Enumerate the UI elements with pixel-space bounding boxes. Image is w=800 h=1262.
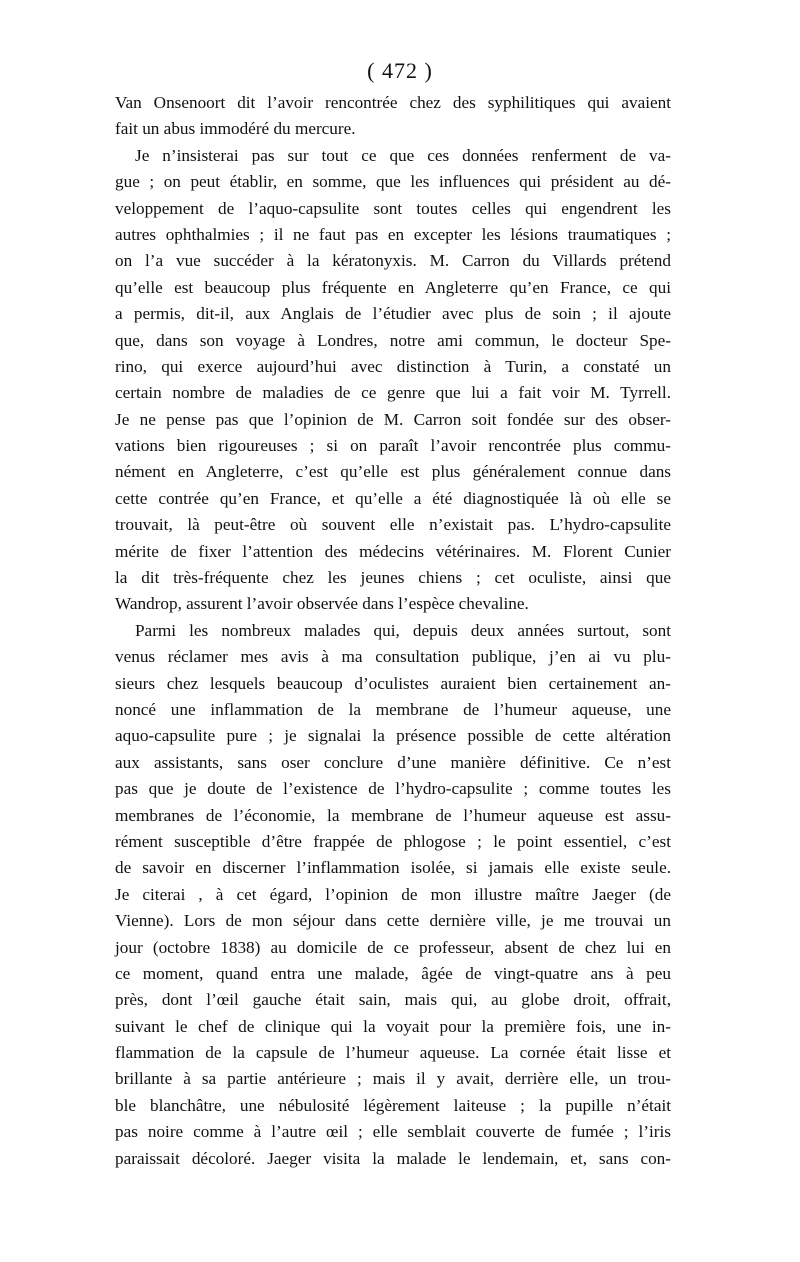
text-line: Je n’insisterai pas sur tout ce que ces données renferment de va-: [135, 145, 671, 165]
text-line: Vienne). Lors de mon séjour dans cette dernière ville, je me trouvai un: [115, 911, 671, 931]
text-line: qu’elle est beaucoup plus fréquente en Angleterre qu’en France, ce qui: [115, 277, 671, 297]
text-line: que, dans son voyage à Londres, notre ami commun, le docteur Spe-: [115, 330, 671, 350]
text-line: gue ; on peut établir, en somme, que les influences qui président au dé-: [115, 172, 671, 192]
text-line: certain nombre de maladies de ce genre que lui a fait voir M. Tyrrell.: [115, 383, 671, 403]
text-line: pas noire comme à l’autre œil ; elle semblait couverte de fumée ; l’iris: [115, 1122, 671, 1142]
text-line: près, dont l’œil gauche était sain, mais qui, au globe droit, offrait,: [115, 990, 671, 1010]
text-line: paraissait décoloré. Jaeger visita la malade le lendemain, et, sans con-: [115, 1148, 671, 1168]
text-line: aquo-capsulite pure ; je signalai la présence possible de cette altération: [115, 726, 671, 746]
text-line: suivant le chef de clinique qui la voyait pour la première fois, une in-: [115, 1016, 671, 1036]
page-number: ( 472 ): [367, 58, 433, 83]
text-line: trouvait, là peut-être où souvent elle n’existait pas. L’hydro-capsulite: [115, 515, 671, 535]
text-line: la dit très-fréquente chez les jeunes chiens ; cet oculiste, ainsi que: [115, 568, 671, 588]
text-line: de savoir en discerner l’inflammation isolée, si jamais elle existe seule.: [115, 858, 671, 878]
text-line: sieurs chez lesquels beaucoup d’oculistes auraient bien certainement an-: [115, 673, 671, 693]
text-line: ce moment, quand entra une malade, âgée de vingt-quatre ans à peu: [115, 963, 671, 983]
text-line: pas que je doute de l’existence de l’hydro-capsulite ; comme toutes les: [115, 779, 671, 799]
text-line: mérite de fixer l’attention des médecins vétérinaires. M. Florent Cunier: [115, 541, 671, 561]
text-line: fait un abus immodéré du mercure.: [115, 119, 356, 139]
text-line: autres ophthalmies ; il ne faut pas en excepter les lésions traumatiques ;: [115, 224, 671, 244]
text-line: ble blanchâtre, une nébulosité légèrement laiteuse ; la pupille n’était: [115, 1095, 671, 1115]
text-line: brillante à sa partie antérieure ; mais il y avait, derrière elle, un trou-: [115, 1069, 671, 1089]
text-line: Je ne pense pas que l’opinion de M. Carron soit fondée sur des obser-: [115, 409, 671, 429]
text-line: jour (octobre 1838) au domicile de ce professeur, absent de chez lui en: [115, 937, 671, 957]
text-line: noncé une inflammation de la membrane de l’humeur aqueuse, une: [115, 699, 671, 719]
text-line: veloppement de l’aquo-capsulite sont toutes celles qui engendrent les: [115, 198, 671, 218]
text-line: on l’a vue succéder à la kératonyxis. M. Carron du Villards prétend: [115, 251, 671, 271]
text-line: a permis, dit-il, aux Anglais de l’étudier avec plus de soin ; il ajoute: [115, 304, 671, 324]
text-line: rément susceptible d’être frappée de phlogose ; le point essentiel, c’est: [115, 831, 671, 851]
text-line: Van Onsenoort dit l’avoir rencontrée chez des syphilitiques qui avaient: [115, 93, 671, 112]
text-line: rino, qui exerce aujourd’hui avec distinction à Turin, a constaté un: [115, 356, 671, 376]
body-text: [115, 90, 671, 1172]
text-line: flammation de la capsule de l’humeur aqueuse. La cornée était lisse et: [115, 1043, 671, 1063]
text-line: aux assistants, sans oser conclure d’une manière définitive. Ce n’est: [115, 752, 671, 772]
text-line: vations bien rigoureuses ; si on paraît l’avoir rencontrée plus commu-: [115, 436, 671, 456]
text-line: Parmi les nombreux malades qui, depuis deux années surtout, sont: [135, 620, 671, 640]
text-line: cette contrée qu’en France, et qu’elle a été diagnostiquée là où elle se: [115, 488, 671, 508]
text-line: nément en Angleterre, c’est qu’elle est plus généralement connue dans: [115, 462, 671, 482]
text-line: venus réclamer mes avis à ma consultation publique, j’en ai vu plu-: [115, 647, 671, 667]
text-line: membranes de l’économie, la membrane de l’humeur aqueuse est assu-: [115, 805, 671, 825]
text-line: Wandrop, assurent l’avoir observée dans l’espèce chevaline.: [115, 594, 529, 614]
text-line: Je citerai , à cet égard, l’opinion de mon illustre maître Jaeger (de: [115, 884, 671, 904]
